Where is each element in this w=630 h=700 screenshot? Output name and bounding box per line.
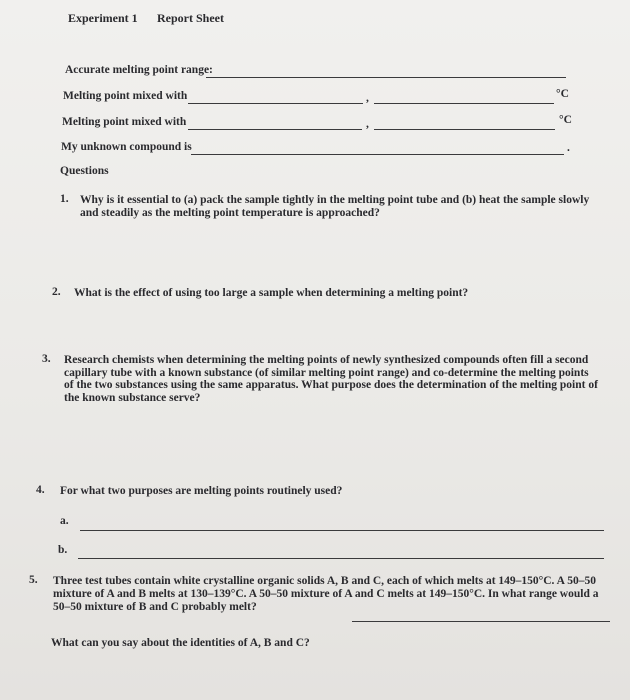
question-5-answer-blank[interactable]: [352, 621, 610, 622]
question-5-text: Three test tubes contain white crystalline organic solids A, B and C, each of which melts at 149–150°C. A 50–50 mixture of A and B melts at 130–139°C. A 50–50 mixture of A and C melts at 149–150°C. In what range would a 50–50 mixture of B and C probably melt?: [53, 575, 599, 613]
question-3-number: 3.: [42, 353, 51, 365]
report-sheet-title: Report Sheet: [157, 11, 224, 25]
period-mark: .: [567, 142, 570, 154]
question-4-number: 4.: [36, 484, 45, 496]
experiment-label: Experiment 1: [68, 11, 138, 25]
mp-mixed-temp-blank-1[interactable]: [374, 103, 554, 104]
question-2-number: 2.: [52, 286, 61, 298]
question-5-number: 5.: [29, 574, 38, 586]
question-4-text: For what two purposes are melting points routinely used?: [60, 485, 343, 497]
accurate-mp-label: Accurate melting point range:: [65, 64, 213, 76]
unknown-compound-label: My unknown compound is: [61, 141, 192, 153]
question-5-followup: What can you say about the identities of A, B and C?: [51, 637, 310, 649]
mp-mixed-compound-blank-2[interactable]: [188, 129, 362, 130]
mp-mixed-compound-blank-1[interactable]: [188, 103, 363, 104]
question-3-text: Research chemists when determining the melting points of newly synthesized compounds often fill a second capillary tube with a known substance (of similar melting point range) and co-determine the melting points of the two substances using the same apparatus. What purpose does the determination of the melting point of the known substance serve?: [64, 354, 598, 404]
comma-2: ,: [366, 118, 369, 130]
mp-mixed-temp-blank-2[interactable]: [374, 129, 555, 130]
comma-1: ,: [366, 92, 369, 104]
question-4a-blank[interactable]: [80, 530, 604, 531]
accurate-mp-blank[interactable]: [206, 77, 566, 78]
unit-celsius-1: °C: [556, 88, 569, 100]
mp-mixed-label-2: Melting point mixed with: [62, 116, 187, 128]
question-1-number: 1.: [60, 193, 69, 205]
questions-heading: Questions: [60, 165, 109, 177]
question-4a-label: a.: [60, 515, 69, 527]
unknown-compound-blank[interactable]: [191, 154, 564, 155]
mp-mixed-label-1: Melting point mixed with: [63, 90, 188, 102]
question-4b-blank[interactable]: [78, 558, 604, 559]
unit-celsius-2: °C: [559, 114, 572, 126]
question-1-text: Why is it essential to (a) pack the sample tightly in the melting point tube and (b) heat the sample slowly and steadily as the melting point temperature is approached?: [80, 194, 590, 219]
question-4b-label: b.: [58, 544, 68, 556]
question-2-text: What is the effect of using too large a sample when determining a melting point?: [74, 287, 469, 299]
